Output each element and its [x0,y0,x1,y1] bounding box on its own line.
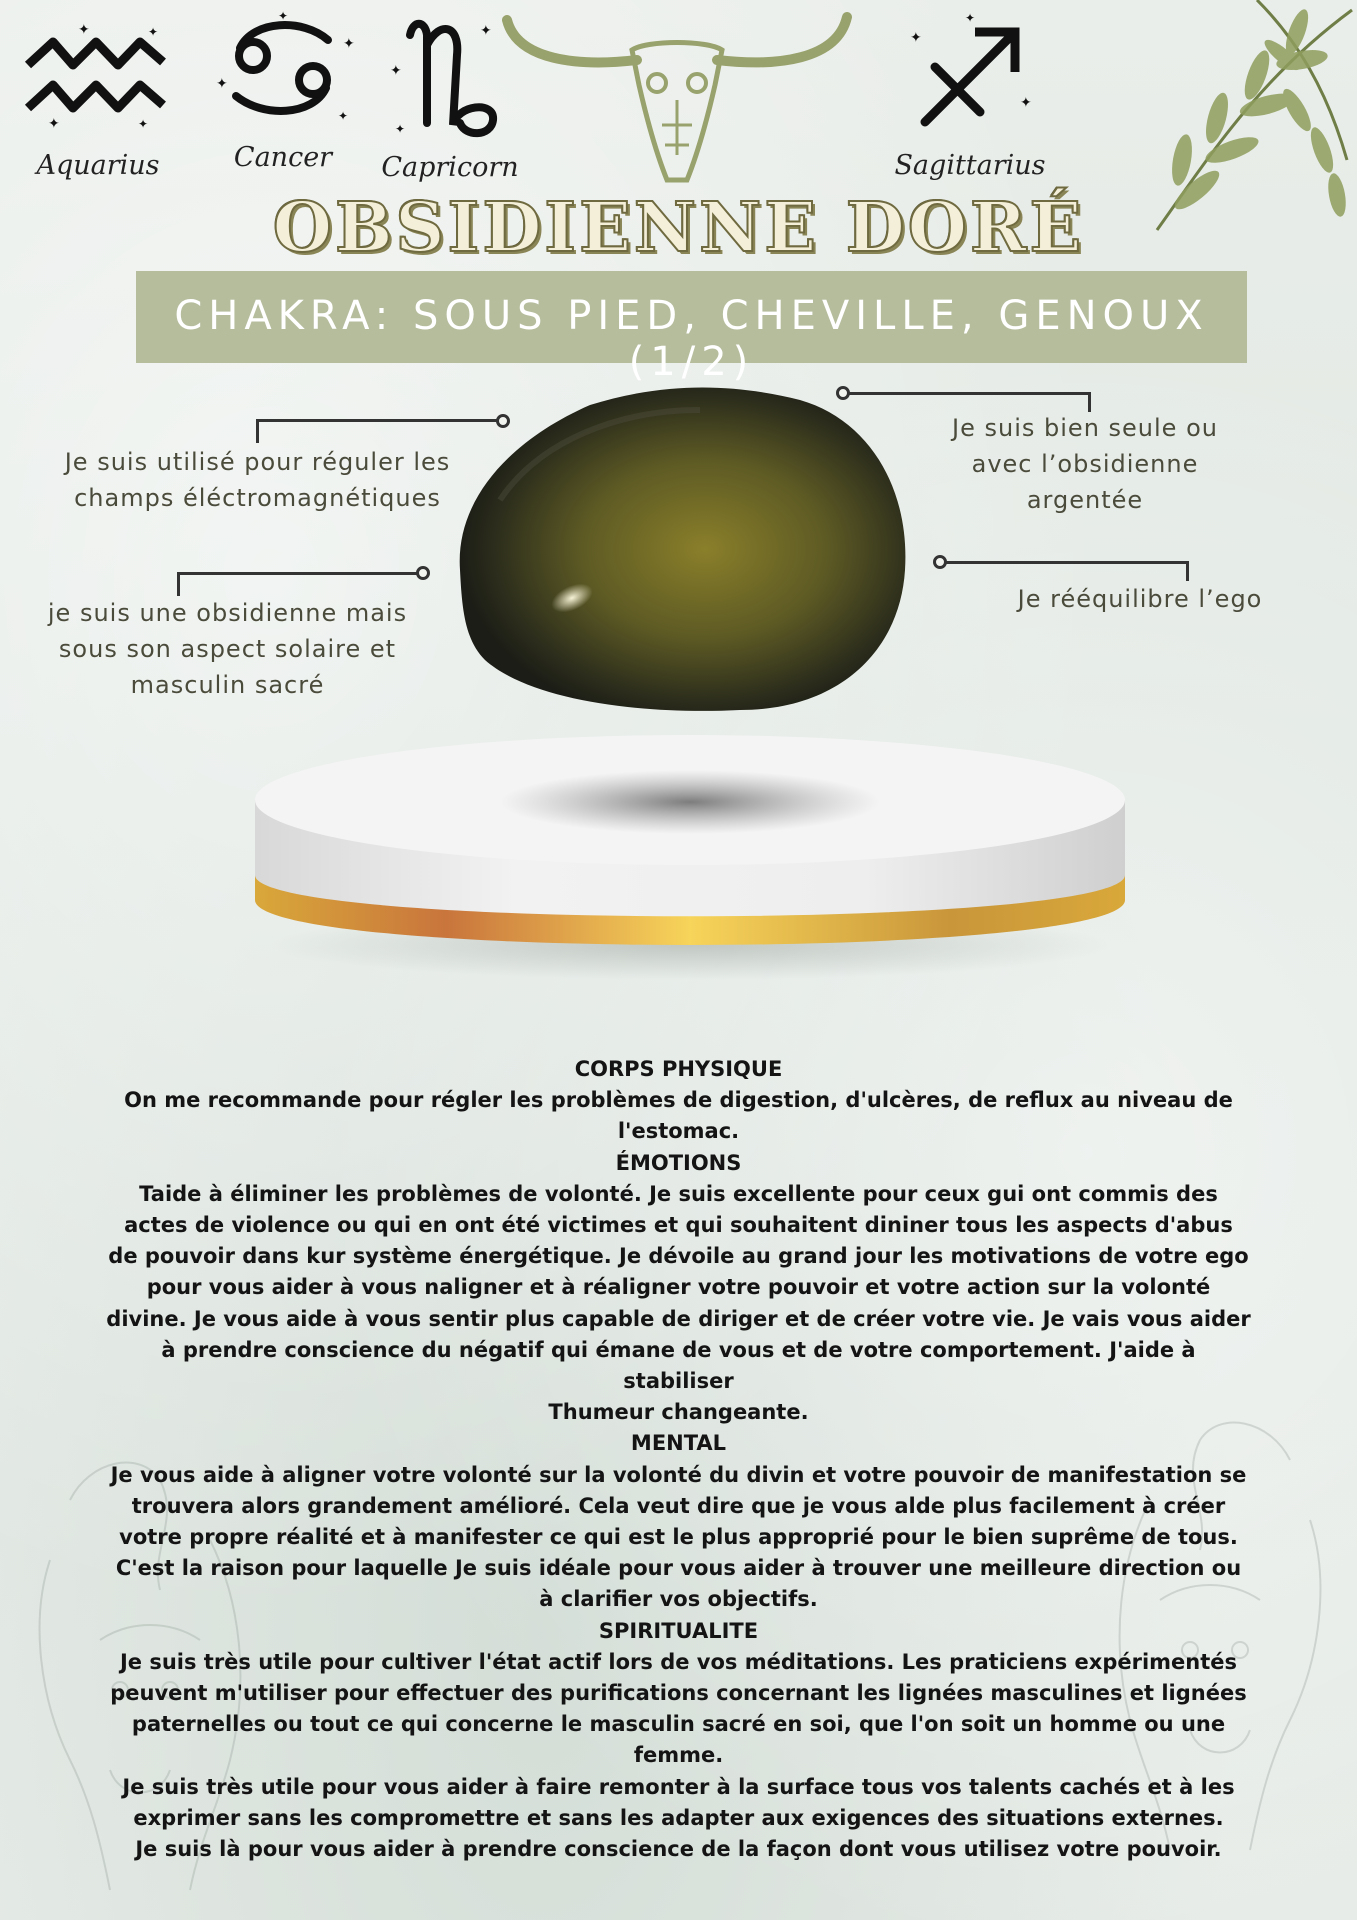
svg-text:✦: ✦ [1020,95,1032,111]
svg-text:✦: ✦ [78,22,90,38]
svg-text:✦: ✦ [138,117,149,130]
svg-text:✦: ✦ [343,36,355,52]
pedestal-image [240,720,1140,980]
section-heading-spiritualite: SPIRITUALITE [598,1618,759,1643]
svg-text:✦: ✦ [965,12,976,25]
svg-text:✦: ✦ [278,9,289,23]
section-heading-emotions: ÉMOTIONS [615,1150,742,1175]
section-heading-physique: CORPS PHYSIQUE [574,1057,783,1081]
callout-left-bottom: je suis une obsidienne mais sous son aspect solaire et masculin sacré [47,599,408,699]
section-text-mental: Je vous aide à aligner votre volonté sur la volonté du divin et votre pouvoir de manifestation se trouvera alors grandement amélioré. Cela veut dire que je vous alde plus facilement à créer votre propre réalité et à manifester ce qui est le plus approprié pour le bien suprême de tous. C'est la raison pour laquelle Je suis idéale pour vous aider à trouver une meilleure direction ou à clarifier vos objectifs. [110,1462,1247,1612]
section-text-physique: On me recommande pour régler les problèmes de digestion, d'ulcères, de reflux au niveau de l'estomac. [124,1088,1233,1144]
callout-right-bottom: Je rééquilibre l’ego [1017,585,1263,613]
capricorn-icon [385,5,515,145]
section-text-spiritualite-2: Je suis très utile pour vous aider à faire remonter à la surface tous vos talents cachés et à les exprimer sans les compromettre et sans les adapter aux exigences des situations externes. [122,1774,1235,1830]
svg-text:✦: ✦ [216,76,228,92]
svg-text:✦: ✦ [338,109,349,123]
obsidian-stone-image [440,380,920,720]
svg-text:✦: ✦ [480,23,492,39]
connector-dot [416,566,430,580]
section-heading-mental: MENTAL [630,1431,727,1456]
section-text-emotions: Taide à éliminer les problèmes de volonté. Je suis excellente pour ceux gui ont commis des actes de violence ou qui en ont été victimes et qui souhaitent dininer tous les aspects d'abus de pouvoir dans kur système énergétique. Je dévoile au grand jour les motivations de votre ego pour vous aider à vous naligner et à réaligner votre pouvoir et votre action sur la volonté divine. Je vous aide à vous sentir plus capable de diriger et de créer votre vie. Je vais vous aider à prendre conscience du négatif qui émane de vous et de votre comportement. J'aide à stabiliser [106,1181,1251,1394]
chakra-text: CHAKRA: SOUS PIED, CHEVILLE, GENOUX (1/2) [174,293,1209,385]
section-text-spiritualite-3: Je suis là pour vous aider à prendre conscience de la façon dont vous utilisez votre pouvoir. [135,1837,1222,1862]
cancer-label: Cancer [233,142,333,173]
connector-right-bottom [1186,561,1189,581]
description-body [106,1054,1251,1865]
sagittarius-label: Sagittarius [894,150,1046,181]
connector-dot [836,386,850,400]
connector-right-top [1088,392,1091,412]
connector-right-top [849,392,1091,395]
chakra-banner [136,271,1247,385]
connector-dot [933,555,947,569]
connector-left-top [256,419,259,443]
section-text-emotions-end: Thumeur changeante. [548,1400,809,1425]
capricorn-label: Capricorn [381,152,519,183]
sagittarius-icon [905,12,1035,132]
bull-skull-icon [497,5,857,190]
connector-left-bottom [177,572,417,575]
callout-left-top: Je suis utilisé pour réguler les champs éléctromagnétiques [64,448,451,512]
aquarius-icon [18,20,178,130]
svg-text:✦: ✦ [910,30,922,46]
connector-left-bottom [177,572,180,596]
svg-text:✦: ✦ [148,25,159,39]
callout-right-top: Je suis bien seule ou avec l’obsidienne argentée [952,414,1218,514]
connector-right-bottom [946,561,1189,564]
page-title: OBSIDIENNE DORÉ [272,188,1085,268]
svg-text:✦: ✦ [395,122,406,136]
aquarius-label: Aquarius [36,150,160,181]
section-text-spiritualite: Je suis très utile pour cultiver l'état actif lors de vos méditations. Les praticiens expérimentés peuvent m'utiliser pour effectuer des purifications concernant les lignées masculines et lignées paternelles ou tout ce qui concerne le masculin sacré en soi, que l'on soit un homme ou une femme. [110,1649,1247,1768]
svg-text:✦: ✦ [390,63,402,79]
connector-dot [496,414,510,428]
connector-left-top [256,419,498,422]
cancer-icon [208,8,358,128]
svg-text:✦: ✦ [48,116,60,130]
